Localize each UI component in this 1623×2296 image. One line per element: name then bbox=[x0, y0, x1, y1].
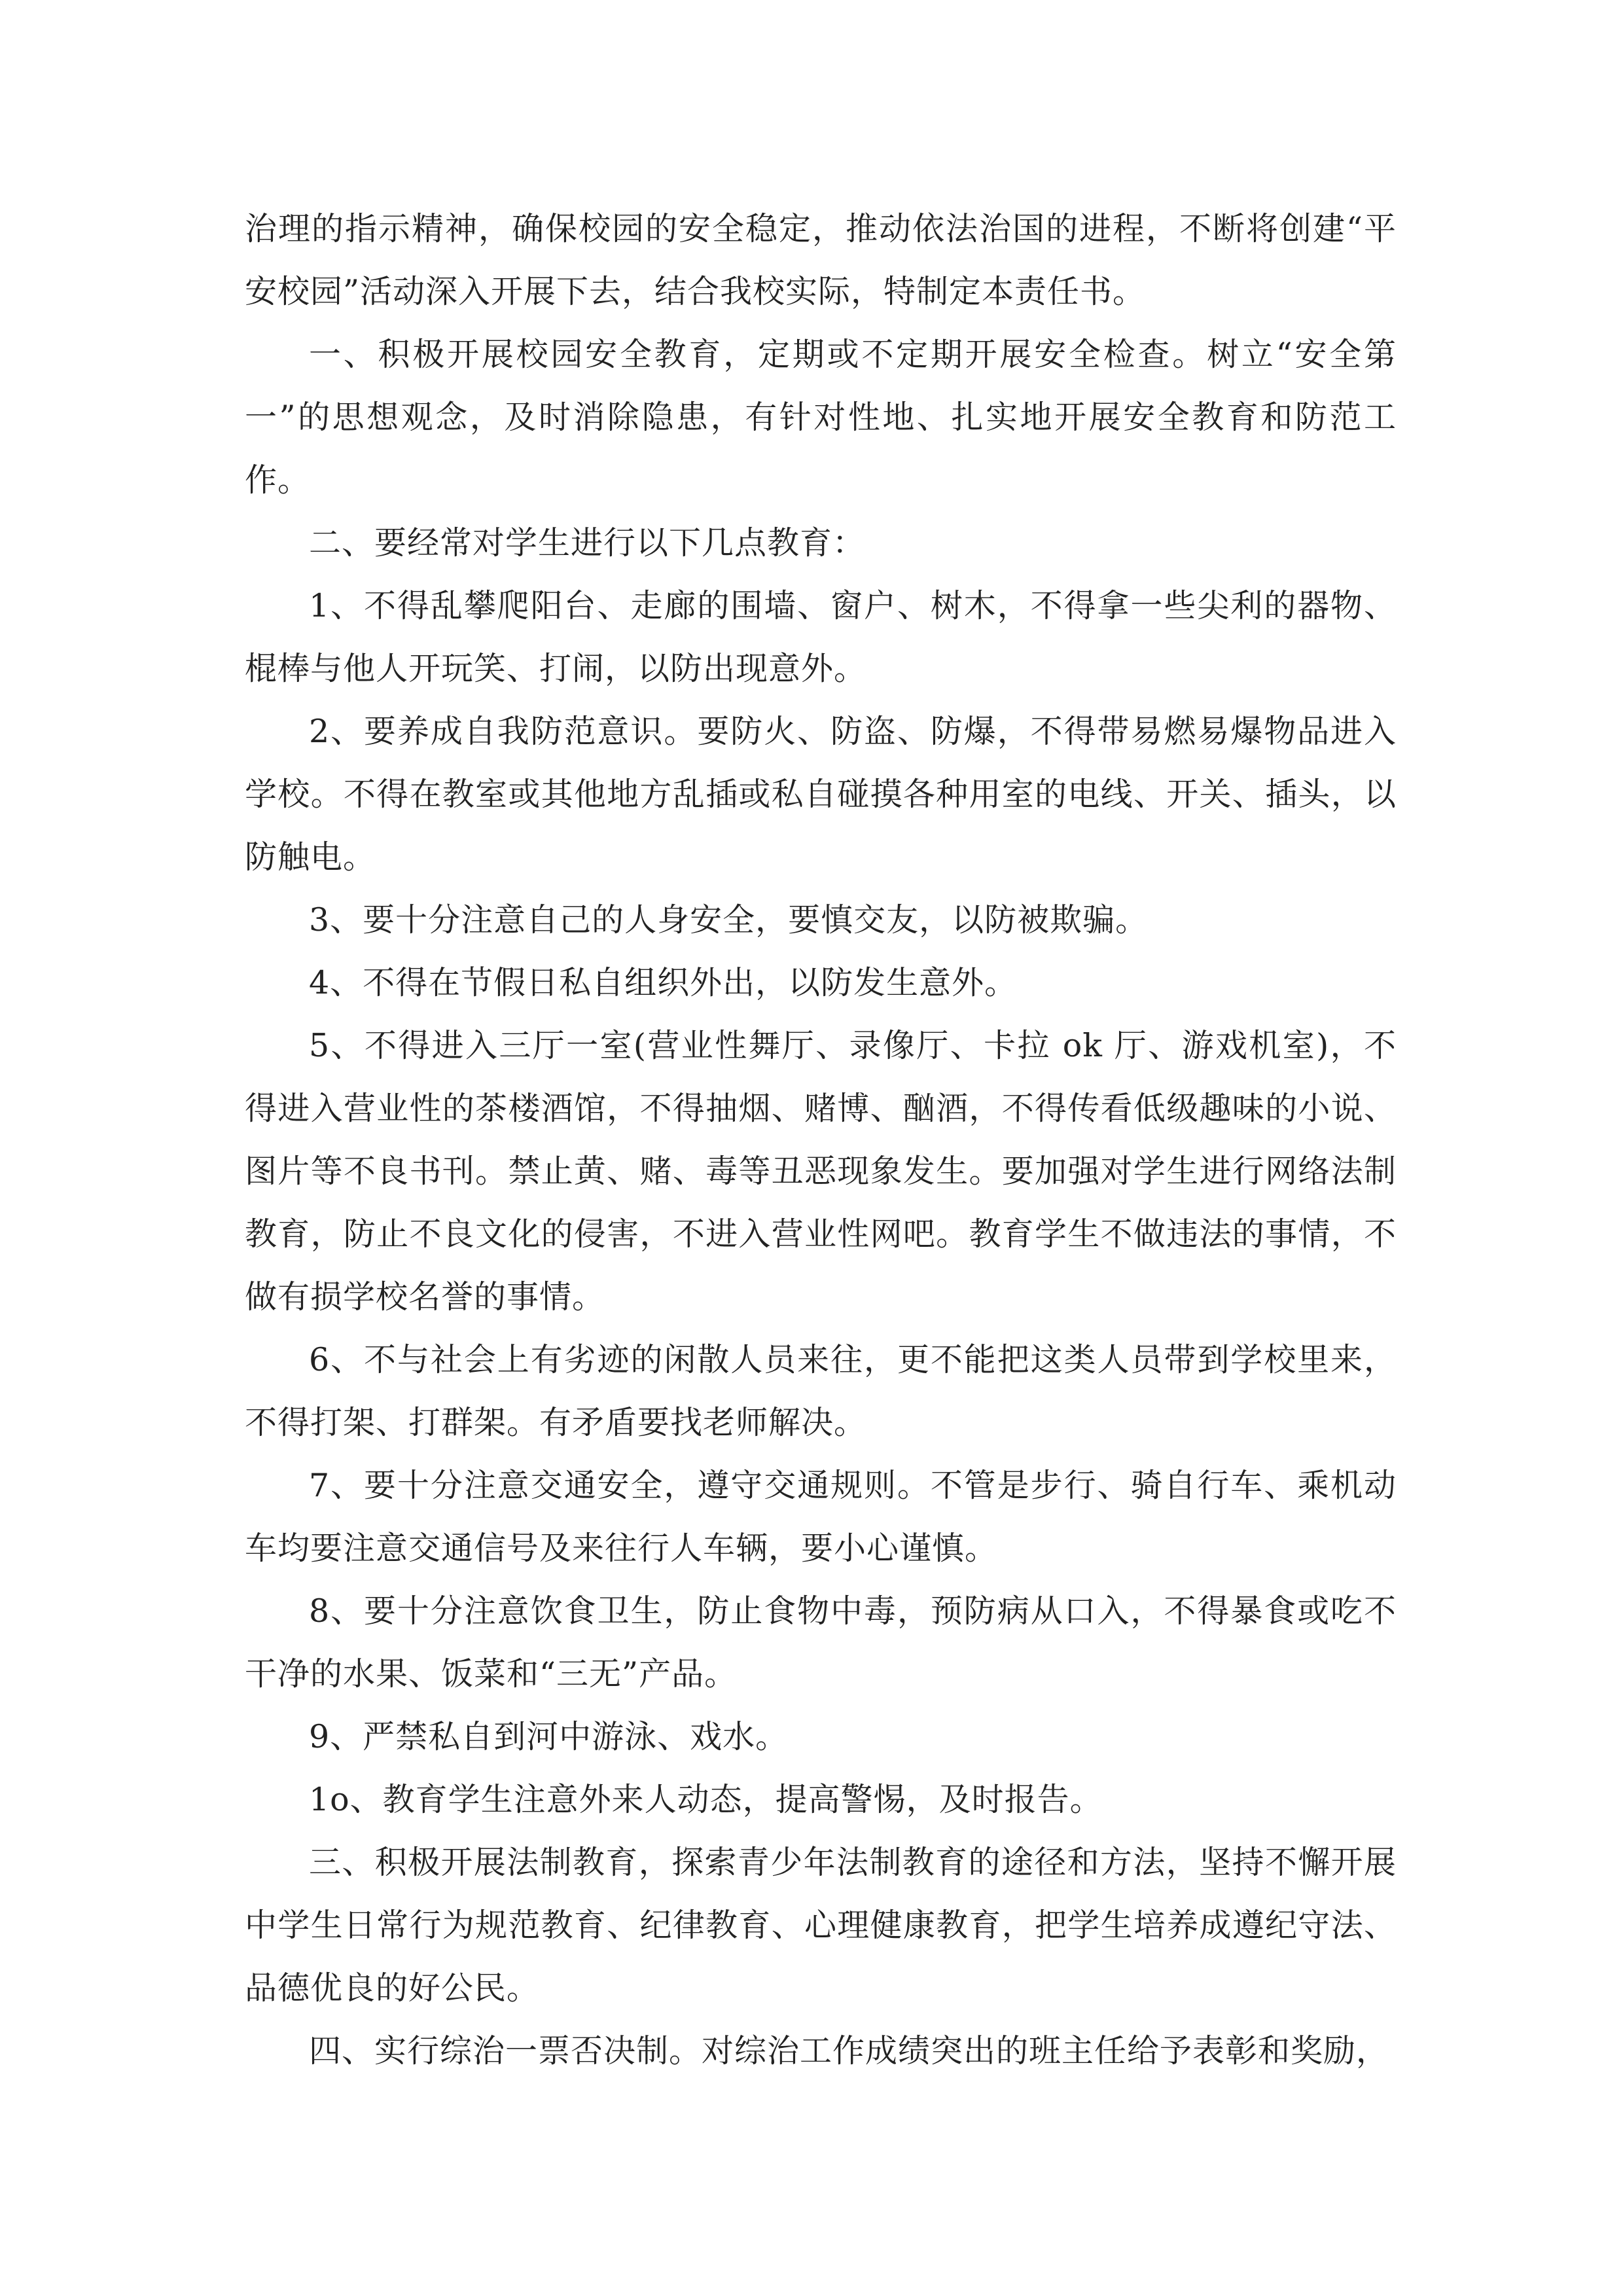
paragraph-section-1: 一、积极开展校园安全教育，定期或不定期开展安全检查。树立“安全第一”的思想观念，及时消除隐患，有针对性地、扎实地开展安全教育和防范工作。 bbox=[245, 336, 1397, 499]
paragraph-continuation: 治理的指示精神，确保校园的安全稳定，推动依法治国的进程，不断将创建“平安校园”活动深入开展下去，结合我校实际，特制定本责任书。 bbox=[245, 210, 1397, 310]
paragraph-section-4: 四、实行综治一票否决制。对综治工作成绩突出的班主任给予表彰和奖励， bbox=[309, 2032, 1389, 2070]
list-item-9: 9、严禁私自到河中游泳、戏水。 bbox=[309, 1718, 789, 1755]
list-item-6: 6、不与社会上有劣迹的闲散人员来往，更不能把这类人员带到学校里来，不得打架、打群架。有矛盾要找老师解决。 bbox=[245, 1341, 1397, 1441]
list-item-8: 8、要十分注意饮食卫生，防止食物中毒，预防病从口入，不得暴食或吃不干净的水果、饭菜和“三无”产品。 bbox=[245, 1592, 1397, 1693]
list-item-3: 3、要十分注意自己的人身安全，要慎交友，以防被欺骗。 bbox=[309, 901, 1149, 939]
document-body bbox=[245, 198, 1397, 2083]
list-item-7: 7、要十分注意交通安全，遵守交通规则。不管是步行、骑自行车、乘机动车均要注意交通信号及来往行人车辆，要小心谨慎。 bbox=[245, 1467, 1397, 1567]
list-item-10: 1o、教育学生注意外来人动态，提高警惕，及时报告。 bbox=[309, 1781, 1103, 1818]
paragraph-section-2: 二、要经常对学生进行以下几点教育： bbox=[309, 524, 866, 562]
list-item-4: 4、不得在节假日私自组织外出，以防发生意外。 bbox=[309, 964, 1018, 1001]
list-item-1: 1、不得乱攀爬阳台、走廊的围墙、窗户、树木，不得拿一些尖利的器物、棍棒与他人开玩笑、打闹，以防出现意外。 bbox=[245, 587, 1397, 687]
paragraph-section-3: 三、积极开展法制教育，探索青少年法制教育的途径和方法，坚持不懈开展中学生日常行为规范教育、纪律教育、心理健康教育，把学生培养成遵纪守法、品德优良的好公民。 bbox=[245, 1844, 1397, 2007]
list-item-2: 2、要养成自我防范意识。要防火、防盗、防爆，不得带易燃易爆物品进入学校。不得在教室或其他地方乱插或私自碰摸各种用室的电线、开关、插头，以防触电。 bbox=[245, 713, 1397, 876]
list-item-5: 5、不得进入三厅一室(营业性舞厅、录像厅、卡拉 ok 厅、游戏机室)，不得进入营业性的茶楼酒馆，不得抽烟、赌博、酗酒，不得传看低级趣味的小说、图片等不良书刊。禁止黄、赌、毒等丑恶现象发生。要加强对学生进行网络法制教育，防止不良文化的侵害，不进入营业性网吧。教育学生不做违法的事情，不做有损学校名誉的事情。 bbox=[245, 1027, 1397, 1316]
